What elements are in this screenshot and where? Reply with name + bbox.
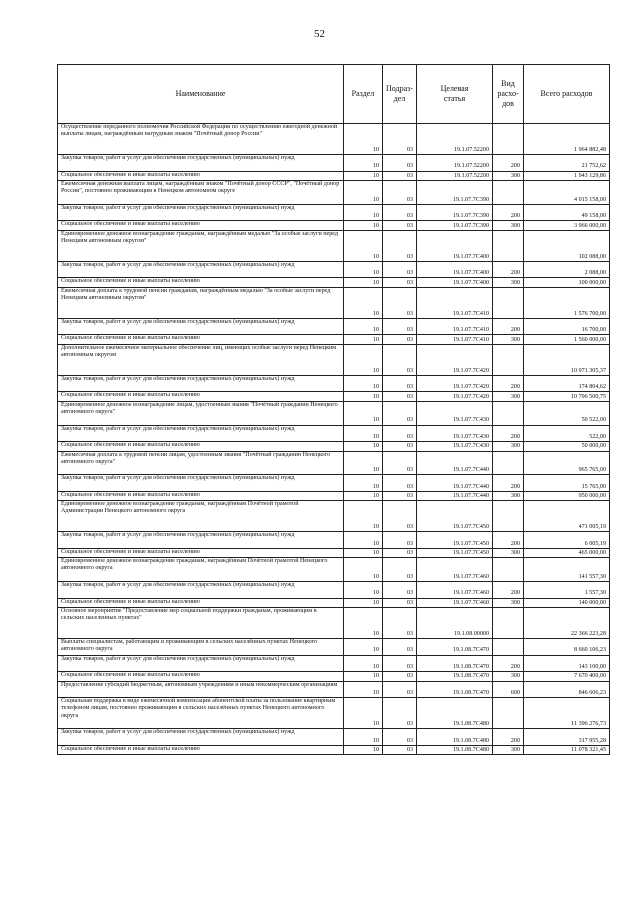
row-name: Единовременное денежное вознаграждение гражданам, награждённым Почётной грамотой Ненецкого автономного округа (58, 558, 344, 582)
table-row (58, 491, 610, 500)
row-amount: 1 964 882,48 (524, 124, 610, 155)
row-type (493, 180, 524, 204)
table-row (58, 532, 610, 549)
row-amount: 50 522,00 (524, 401, 610, 425)
row-amount: 8 660 106,23 (524, 639, 610, 656)
row-type: 300 (493, 491, 524, 500)
row-name: Закупка товаров, работ и услуг для обеспечения государственных (муниципальных) нужд (58, 475, 344, 492)
row-type: 300 (493, 335, 524, 344)
row-target: 19.1.07.7С430 (417, 401, 493, 425)
row-section: 10 (344, 278, 383, 287)
row-target: 19.1.08.7С470 (417, 681, 493, 698)
header-name: Наименование (58, 65, 344, 124)
table-row (58, 442, 610, 451)
row-subsection: 03 (383, 392, 417, 401)
row-subsection: 03 (383, 475, 417, 492)
table-row (58, 655, 610, 672)
row-type: 200 (493, 532, 524, 549)
row-target: 19.1.07.7С400 (417, 278, 493, 287)
row-amount: 143 100,00 (524, 655, 610, 672)
header-type: Вид расхо- дов (493, 65, 524, 124)
row-name: Закупка товаров, работ и услуг для обеспечения государственных (муниципальных) нужд (58, 582, 344, 599)
row-subsection: 03 (383, 287, 417, 318)
row-amount: 2 088,00 (524, 261, 610, 278)
row-section: 10 (344, 204, 383, 221)
row-section: 10 (344, 221, 383, 230)
table-row (58, 335, 610, 344)
row-target: 19.1.07.52200 (417, 124, 493, 155)
row-target: 19.1.07.7С400 (417, 230, 493, 261)
row-section: 10 (344, 491, 383, 500)
row-section: 10 (344, 655, 383, 672)
table-body (58, 124, 610, 755)
row-section: 10 (344, 475, 383, 492)
row-type: 200 (493, 375, 524, 392)
row-target: 19.1.07.7С460 (417, 558, 493, 582)
row-amount: 102 088,00 (524, 230, 610, 261)
row-type: 200 (493, 475, 524, 492)
row-type (493, 401, 524, 425)
row-target: 19.1.07.7С390 (417, 180, 493, 204)
table-row (58, 375, 610, 392)
row-target: 19.1.07.7С450 (417, 548, 493, 557)
row-section: 10 (344, 344, 383, 375)
row-name: Дополнительное ежемесячное материальное обеспечение лиц, имеющих особые заслуги перед Ненецким автономным округом (58, 344, 344, 375)
row-amount: 174 804,62 (524, 375, 610, 392)
row-name: Социальное обеспечение и иные выплаты населению (58, 171, 344, 180)
row-section: 10 (344, 745, 383, 754)
row-subsection: 03 (383, 155, 417, 172)
row-type: 200 (493, 318, 524, 335)
row-type: 300 (493, 672, 524, 681)
row-type: 300 (493, 442, 524, 451)
row-type (493, 124, 524, 155)
row-amount: 140 000,00 (524, 598, 610, 607)
row-type (493, 698, 524, 729)
row-amount: 1 943 129,86 (524, 171, 610, 180)
table-row (58, 221, 610, 230)
row-amount: 465 000,00 (524, 548, 610, 557)
row-amount: 4 015 158,00 (524, 180, 610, 204)
row-type (493, 558, 524, 582)
row-subsection: 03 (383, 681, 417, 698)
table-row (58, 204, 610, 221)
row-subsection: 03 (383, 598, 417, 607)
table-row (58, 475, 610, 492)
row-name: Социальное обеспечение и иные выплаты населению (58, 278, 344, 287)
row-target: 19.1.07.7С400 (417, 261, 493, 278)
table-row (58, 180, 610, 204)
row-section: 10 (344, 608, 383, 639)
row-section: 10 (344, 672, 383, 681)
row-amount: 3 966 000,00 (524, 221, 610, 230)
table-row (58, 672, 610, 681)
row-name: Социальное обеспечение и иные выплаты населению (58, 745, 344, 754)
row-type: 300 (493, 598, 524, 607)
row-type: 200 (493, 582, 524, 599)
row-name: Закупка товаров, работ и услуг для обеспечения государственных (муниципальных) нужд (58, 375, 344, 392)
table-row (58, 582, 610, 599)
row-type: 300 (493, 745, 524, 754)
row-target: 19.1.07.52200 (417, 171, 493, 180)
row-subsection: 03 (383, 608, 417, 639)
row-section: 10 (344, 155, 383, 172)
row-target: 19.1.07.7С450 (417, 532, 493, 549)
row-section: 10 (344, 335, 383, 344)
table-row (58, 558, 610, 582)
row-amount: 7 670 400,00 (524, 672, 610, 681)
row-section: 10 (344, 558, 383, 582)
row-subsection: 03 (383, 230, 417, 261)
row-name: Закупка товаров, работ и услуг для обеспечения государственных (муниципальных) нужд (58, 318, 344, 335)
row-name: Выплаты специалистам, работающим и проживающим в сельских населённых пунктах Ненецкого автономного округа (58, 639, 344, 656)
row-name: Единовременное денежное вознаграждение лицам, удостоенным звания "Почётный гражданин Ненецкого автономного округа" (58, 401, 344, 425)
row-type: 200 (493, 655, 524, 672)
row-section: 10 (344, 401, 383, 425)
table-row (58, 598, 610, 607)
header-target: Целевая статья (417, 65, 493, 124)
row-section: 10 (344, 582, 383, 599)
row-name: Социальное обеспечение и иные выплаты населению (58, 548, 344, 557)
row-name: Социальное обеспечение и иные выплаты населению (58, 442, 344, 451)
table-row (58, 318, 610, 335)
row-section: 10 (344, 729, 383, 746)
row-section: 10 (344, 681, 383, 698)
row-amount: 10 796 500,75 (524, 392, 610, 401)
row-target: 19.1.07.7С440 (417, 475, 493, 492)
header-total: Всего расходов (524, 65, 610, 124)
table-row (58, 287, 610, 318)
table-row (58, 501, 610, 532)
budget-table (57, 64, 610, 755)
row-name: Закупка товаров, работ и услуг для обеспечения государственных (муниципальных) нужд (58, 729, 344, 746)
row-type: 300 (493, 278, 524, 287)
row-subsection: 03 (383, 442, 417, 451)
row-amount: 471 005,19 (524, 501, 610, 532)
row-type: 200 (493, 155, 524, 172)
row-type (493, 501, 524, 532)
row-subsection: 03 (383, 501, 417, 532)
row-amount: 21 752,62 (524, 155, 610, 172)
row-name: Социальное обеспечение и иные выплаты населению (58, 672, 344, 681)
row-amount: 1 560 000,00 (524, 335, 610, 344)
table-row (58, 230, 610, 261)
row-target: 19.1.07.7С450 (417, 501, 493, 532)
row-subsection: 03 (383, 558, 417, 582)
row-target: 19.1.07.7С410 (417, 318, 493, 335)
row-name: Социальное обеспечение и иные выплаты населению (58, 392, 344, 401)
row-section: 10 (344, 318, 383, 335)
row-subsection: 03 (383, 221, 417, 230)
row-amount: 49 158,00 (524, 204, 610, 221)
row-target: 19.1.08.7С480 (417, 745, 493, 754)
row-target: 19.1.07.7С430 (417, 425, 493, 442)
row-amount: 15 765,00 (524, 475, 610, 492)
table-row (58, 344, 610, 375)
row-name: Закупка товаров, работ и услуг для обеспечения государственных (муниципальных) нужд (58, 532, 344, 549)
row-name: Ежемесячная денежная выплата лицам, награждённым знаком "Почётный донор СССР", "Почётный донор России", постоянно проживающим в Ненецком автономном округе (58, 180, 344, 204)
row-section: 10 (344, 442, 383, 451)
table-row (58, 155, 610, 172)
row-target: 19.1.08.7С480 (417, 729, 493, 746)
row-target: 19.1.07.7С420 (417, 344, 493, 375)
row-section: 10 (344, 501, 383, 532)
table-row (58, 608, 610, 639)
row-target: 19.1.08.7С470 (417, 655, 493, 672)
row-subsection: 03 (383, 204, 417, 221)
row-target: 19.1.08.7С480 (417, 698, 493, 729)
row-name: Закупка товаров, работ и услуг для обеспечения государственных (муниципальных) нужд (58, 204, 344, 221)
table-row (58, 639, 610, 656)
row-amount: 11 078 321,45 (524, 745, 610, 754)
row-target: 19.1.07.7С390 (417, 204, 493, 221)
row-subsection: 03 (383, 278, 417, 287)
row-target: 19.1.07.7С410 (417, 335, 493, 344)
table-row (58, 698, 610, 729)
row-type: 200 (493, 204, 524, 221)
row-subsection: 03 (383, 451, 417, 475)
row-amount: 522,00 (524, 425, 610, 442)
row-name: Единовременное денежное вознаграждение гражданам, награждённым медалью "За особые заслуги перед Ненецким автономным округом" (58, 230, 344, 261)
row-section: 10 (344, 180, 383, 204)
table-row (58, 681, 610, 698)
row-name: Социальная поддержка в виде ежемесячной компенсации абонентской платы за пользование квартирным телефоном лицам, постоянно проживающим в сельских населённых пунктах Ненецкого автономного округа (58, 698, 344, 729)
row-section: 10 (344, 124, 383, 155)
row-section: 10 (344, 698, 383, 729)
table-header-row (58, 65, 610, 124)
row-subsection: 03 (383, 582, 417, 599)
row-target: 19.1.07.7С440 (417, 451, 493, 475)
row-name: Единовременное денежное вознаграждение гражданам, награждённым Почётной грамотой Администрации Ненецкого автономного округа (58, 501, 344, 532)
row-type: 300 (493, 221, 524, 230)
row-type (493, 451, 524, 475)
row-subsection: 03 (383, 344, 417, 375)
row-target: 19.1.08.7С470 (417, 672, 493, 681)
table-row (58, 124, 610, 155)
row-type: 600 (493, 681, 524, 698)
table-row (58, 392, 610, 401)
row-subsection: 03 (383, 124, 417, 155)
row-type (493, 639, 524, 656)
row-subsection: 03 (383, 335, 417, 344)
row-amount: 11 396 276,73 (524, 698, 610, 729)
row-target: 19.1.07.7С420 (417, 375, 493, 392)
row-name: Предоставление субсидий бюджетным, автономным учреждениям и иным некоммерческим организациям (58, 681, 344, 698)
header-section: Раздел (344, 65, 383, 124)
row-subsection: 03 (383, 655, 417, 672)
row-amount: 22 366 223,28 (524, 608, 610, 639)
row-amount: 950 000,00 (524, 491, 610, 500)
row-type (493, 287, 524, 318)
row-subsection: 03 (383, 672, 417, 681)
row-amount: 965 765,00 (524, 451, 610, 475)
table-row (58, 451, 610, 475)
row-section: 10 (344, 261, 383, 278)
row-name: Ежемесячная доплата к трудовой пенсии гражданам, награждённым медалью "За особые заслуги перед Ненецким автономным округом" (58, 287, 344, 318)
row-section: 10 (344, 451, 383, 475)
row-subsection: 03 (383, 639, 417, 656)
row-target: 19.1.07.7С390 (417, 221, 493, 230)
row-type (493, 608, 524, 639)
row-amount: 16 700,00 (524, 318, 610, 335)
row-target: 19.1.07.7С430 (417, 442, 493, 451)
row-subsection: 03 (383, 375, 417, 392)
row-target: 19.1.08.7С470 (417, 639, 493, 656)
row-subsection: 03 (383, 171, 417, 180)
row-type (493, 230, 524, 261)
row-section: 10 (344, 425, 383, 442)
row-amount: 317 955,28 (524, 729, 610, 746)
row-type: 200 (493, 425, 524, 442)
row-name: Осуществление переданного полномочия Российской Федерации по осуществлению ежегодной денежной выплаты лицам, награждённым нагрудным знаком "Почётный донор России" (58, 124, 344, 155)
table-row (58, 171, 610, 180)
row-section: 10 (344, 375, 383, 392)
table-row (58, 745, 610, 754)
row-amount: 1 557,30 (524, 582, 610, 599)
row-amount: 6 005,19 (524, 532, 610, 549)
row-target: 19.1.07.7С460 (417, 582, 493, 599)
row-target: 19.1.07.7С410 (417, 287, 493, 318)
row-target: 19.1.08.00000 (417, 608, 493, 639)
table-row (58, 278, 610, 287)
row-name: Социальное обеспечение и иные выплаты населению (58, 491, 344, 500)
table-row (58, 401, 610, 425)
row-name: Социальное обеспечение и иные выплаты населению (58, 221, 344, 230)
row-section: 10 (344, 548, 383, 557)
row-subsection: 03 (383, 401, 417, 425)
table-row (58, 729, 610, 746)
row-section: 10 (344, 532, 383, 549)
row-amount: 141 557,30 (524, 558, 610, 582)
table-row (58, 261, 610, 278)
row-name: Закупка товаров, работ и услуг для обеспечения государственных (муниципальных) нужд (58, 425, 344, 442)
row-target: 19.1.07.7С440 (417, 491, 493, 500)
row-name: Ежемесячная доплата к трудовой пенсии лицам, удостоенным звания "Почётный гражданин Ненецкого автономного округа" (58, 451, 344, 475)
row-subsection: 03 (383, 745, 417, 754)
row-type: 200 (493, 261, 524, 278)
row-subsection: 03 (383, 729, 417, 746)
row-subsection: 03 (383, 318, 417, 335)
row-name: Социальное обеспечение и иные выплаты населению (58, 598, 344, 607)
row-subsection: 03 (383, 532, 417, 549)
row-target: 19.1.07.7С420 (417, 392, 493, 401)
row-subsection: 03 (383, 548, 417, 557)
row-type (493, 344, 524, 375)
row-section: 10 (344, 639, 383, 656)
row-name: Закупка товаров, работ и услуг для обеспечения государственных (муниципальных) нужд (58, 655, 344, 672)
row-section: 10 (344, 287, 383, 318)
row-type: 300 (493, 392, 524, 401)
row-name: Закупка товаров, работ и услуг для обеспечения государственных (муниципальных) нужд (58, 261, 344, 278)
row-name: Социальное обеспечение и иные выплаты населению (58, 335, 344, 344)
row-type: 300 (493, 548, 524, 557)
row-section: 10 (344, 598, 383, 607)
row-subsection: 03 (383, 425, 417, 442)
row-amount: 1 576 700,00 (524, 287, 610, 318)
row-section: 10 (344, 230, 383, 261)
row-amount: 100 000,00 (524, 278, 610, 287)
row-section: 10 (344, 392, 383, 401)
row-name: Закупка товаров, работ и услуг для обеспечения государственных (муниципальных) нужд (58, 155, 344, 172)
table-row (58, 425, 610, 442)
row-subsection: 03 (383, 698, 417, 729)
row-subsection: 03 (383, 180, 417, 204)
header-subsection: Подраз- дел (383, 65, 417, 124)
page-number: 52 (314, 28, 325, 40)
row-type: 300 (493, 171, 524, 180)
row-name: Основное мероприятие "Предоставление мер социальной поддержки гражданам, проживающим в сельских населенных пунктах" (58, 608, 344, 639)
row-amount: 50 000,00 (524, 442, 610, 451)
row-subsection: 03 (383, 261, 417, 278)
row-type: 200 (493, 729, 524, 746)
row-amount: 10 971 305,37 (524, 344, 610, 375)
row-target: 19.1.07.52200 (417, 155, 493, 172)
row-section: 10 (344, 171, 383, 180)
row-target: 19.1.07.7С460 (417, 598, 493, 607)
row-subsection: 03 (383, 491, 417, 500)
table-row (58, 548, 610, 557)
row-amount: 846 606,23 (524, 681, 610, 698)
